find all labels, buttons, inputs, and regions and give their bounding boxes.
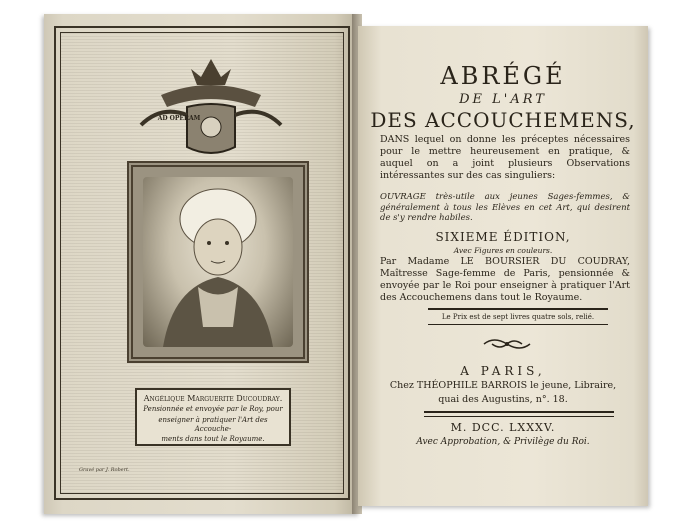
crest-ornament-icon: [131, 55, 291, 165]
sitter-name: Angélique Marguerite Ducoudray.: [143, 394, 283, 403]
description-text: DANS lequel on donne les préceptes nécessaires pour le mettre heureusement en pratique, & auquel on a joint plusieurs Observations intéressantes sur des cas singuliers:: [380, 134, 630, 182]
sitter-portrait-icon: [143, 177, 293, 347]
engraver-credit: Gravé par J. Robert.: [79, 467, 130, 473]
figures-note: Avec Figures en couleurs.: [453, 246, 553, 255]
title-line-1: ABRÉGÉ: [440, 62, 566, 90]
publisher-line: Chez THÉOPHILE BARROIS le jeune, Libraire,: [389, 380, 617, 391]
engraving-hatching: [60, 32, 344, 494]
description-italic-text: OUVRAGE très-utile aux jeunes Sages-femmes, & généralement à tous les Elèves en cet Art, qui desirent de s'y rendre habiles.: [380, 192, 630, 224]
caption-line: ments dans tout le Royaume.: [161, 435, 265, 444]
caption-line: Pensionnée et envoyée par le Roy, pour: [143, 405, 283, 413]
title-line-3: DES ACCOUCHEMENS,: [370, 108, 636, 132]
engraving-frame: [54, 26, 350, 500]
privilege-line: Avec Approbation, & Privilège du Roi.: [416, 437, 590, 447]
double-rule: [424, 411, 614, 417]
publication-city: A PARIS,: [460, 364, 546, 378]
edition-label: SIXIEME ÉDITION,: [435, 230, 571, 244]
price-note: Le Prix est de sept livres quatre sols, relié.: [428, 308, 608, 325]
author-text: Par Madame LE BOURSIER DU COUDRAY, Maîtresse Sage-femme de Paris, pensionnée & envoyée par le Roi pour enseigner à pratiquer l'Art des Accouchemens dans tout le Royaume.: [380, 256, 630, 304]
title-line-2: DE L'ART: [459, 92, 547, 107]
publication-date: M. DCC. LXXXV.: [450, 421, 556, 434]
publisher-address: quai des Augustins, n°. 18.: [438, 394, 568, 405]
portrait-frame: [127, 161, 309, 363]
fleuron-ornament-icon: [482, 336, 532, 352]
caption-plaque: [135, 388, 291, 446]
frontispiece-page: [44, 14, 360, 514]
portrait-image: [143, 177, 293, 347]
caption-line: enseigner à pratiquer l'Art des Accouche-: [158, 415, 268, 433]
crest-motto: AD OPERAM: [157, 115, 201, 122]
title-page: [358, 26, 648, 506]
